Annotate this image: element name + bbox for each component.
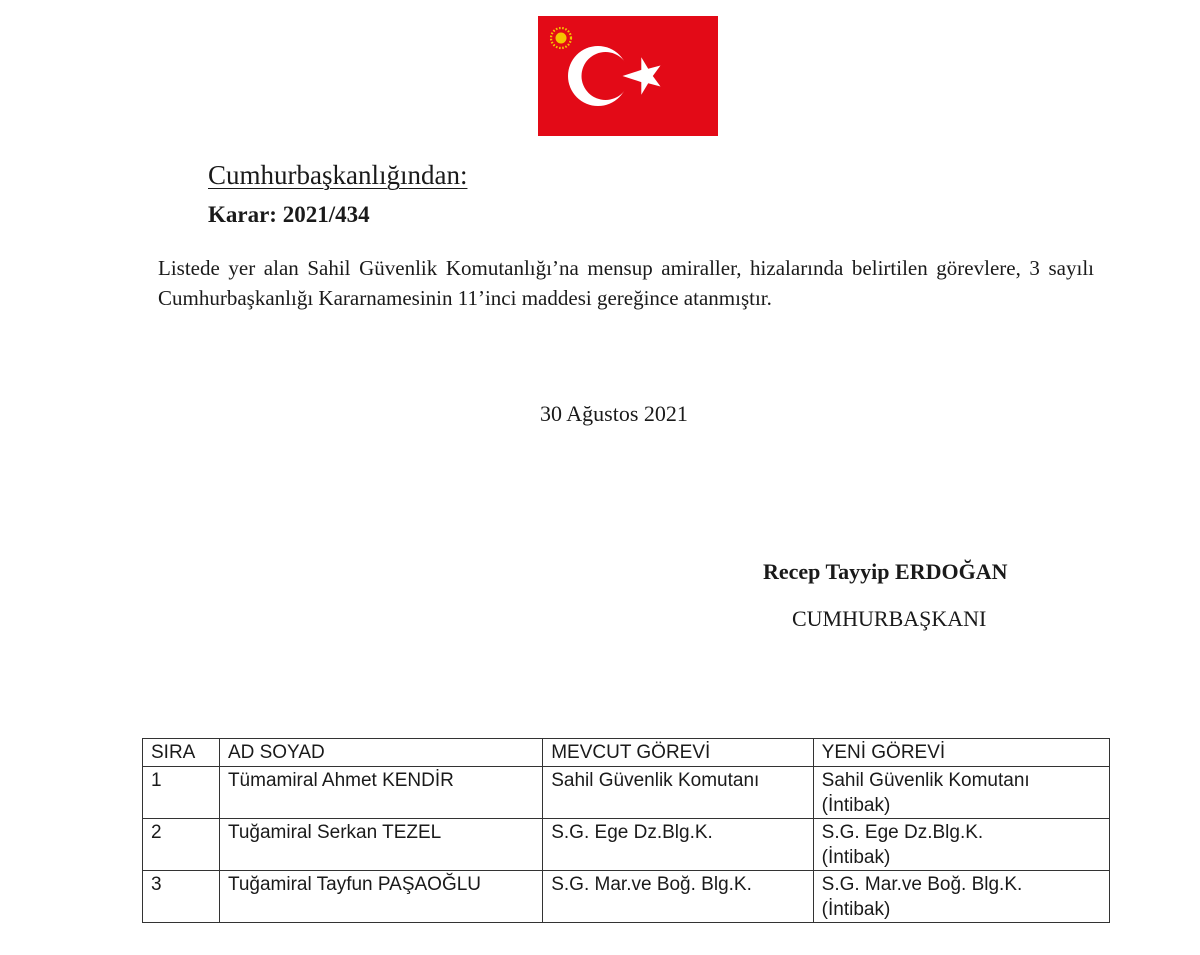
issuing-authority-heading: Cumhurbaşkanlığından: (208, 160, 468, 190)
decision-paragraph: Listede yer alan Sahil Güvenlik Komutanlığı’na mensup amiraller, hizalarında belirtilen görevlere, 3 sayılı Cumhurbaşkanlığı Kararnamesinin 11’inci maddesi gereğince atanmıştır. (158, 256, 1094, 310)
cell-yeni-gorevi (813, 819, 1109, 871)
table-row (143, 767, 1110, 819)
yeni-gorevi-note: (İntibak) (821, 847, 891, 868)
header-ad-soyad: AD SOYAD (219, 739, 542, 767)
signatory-name: Recep Tayyip ERDOĞAN (763, 559, 1008, 584)
table-header-row (143, 739, 1110, 767)
cell-yeni-gorevi (813, 767, 1109, 819)
table-row (143, 819, 1110, 871)
turkish-flag-icon (538, 16, 718, 136)
signatory-title: CUMHURBAŞKANI (792, 606, 987, 631)
cell-sira: 3 (143, 871, 220, 923)
table-row (143, 871, 1110, 923)
cell-mevcut-gorevi: S.G. Ege Dz.Blg.K. (543, 819, 813, 871)
cell-mevcut-gorevi: Sahil Güvenlik Komutanı (543, 767, 813, 819)
yeni-gorevi-note: (İntibak) (821, 899, 891, 920)
appointments-table (142, 738, 1110, 923)
header-yeni-gorevi: YENİ GÖREVİ (813, 739, 1109, 767)
decision-number: Karar: 2021/434 (208, 202, 370, 227)
yeni-gorevi-text: S.G. Ege Dz.Blg.K. (821, 822, 984, 843)
decision-date: 30 Ağustos 2021 (540, 401, 688, 426)
yeni-gorevi-text: S.G. Mar.ve Boğ. Blg.K. (821, 874, 1023, 895)
cell-mevcut-gorevi: S.G. Mar.ve Boğ. Blg.K. (543, 871, 813, 923)
yeni-gorevi-text: Sahil Güvenlik Komutanı (821, 770, 1030, 791)
cell-ad-soyad: Tuğamiral Serkan TEZEL (219, 819, 542, 871)
header-sira: SIRA (143, 739, 220, 767)
cell-sira: 1 (143, 767, 220, 819)
header-mevcut-gorevi: MEVCUT GÖREVİ (543, 739, 813, 767)
cell-yeni-gorevi (813, 871, 1109, 923)
cell-ad-soyad: Tümamiral Ahmet KENDİR (219, 767, 542, 819)
yeni-gorevi-note: (İntibak) (821, 795, 891, 816)
cell-ad-soyad: Tuğamiral Tayfun PAŞAOĞLU (219, 871, 542, 923)
cell-sira: 2 (143, 819, 220, 871)
